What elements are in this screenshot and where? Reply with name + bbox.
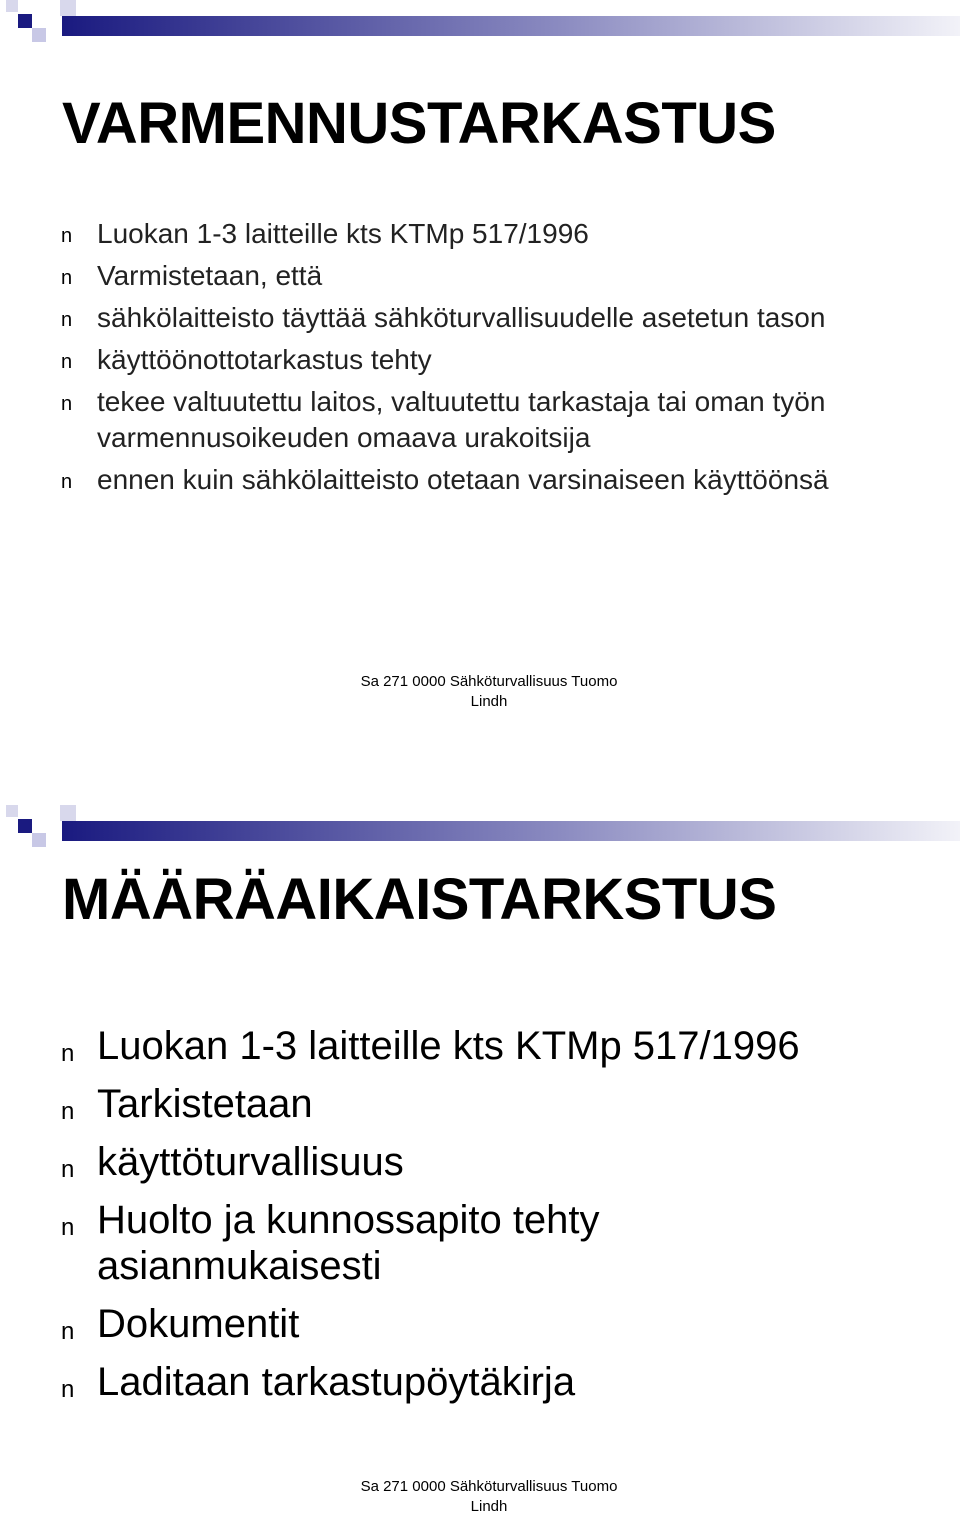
list-item [0,384,877,456]
bullet-icon: n [61,267,73,289]
bullet-icon: n [61,309,73,331]
list-item [0,462,877,498]
bullet-icon: n [61,393,73,415]
bullet-icon: n [61,225,73,247]
list-item [0,300,877,336]
page-title: MÄÄRÄAIKAISTARKSTUS [62,867,777,932]
list-item-text: käyttöturvallisuus [97,1140,404,1184]
list-item [0,1301,877,1347]
list-item-text: Luokan 1-3 laitteille kts KTMp 517/1996 [97,218,589,249]
footer-line: Lindh [470,1498,508,1515]
list-item-text: Laditaan tarkastupöytäkirja [97,1360,576,1404]
list-item [0,216,877,252]
list-item [0,258,877,294]
list-item [0,1197,877,1289]
bullet-list [0,1023,877,1417]
slide-footer [0,1477,960,1517]
slide-maaraaikaistarkastus [0,805,960,1515]
list-item [0,1023,877,1069]
list-item-text: tekee valtuutettu laitos, valtuutettu tarkastaja tai oman työn varmennusoikeuden omaava urakoitsija [97,386,826,453]
bullet-icon: n [61,1040,75,1067]
bullet-icon: n [61,471,73,493]
header-gradient-band-icon [0,805,960,865]
list-item-text: Varmistetaan, että [97,260,323,291]
footer-line: Sa 271 0000 Sähköturvallisuus Tuomo [360,673,618,690]
bullet-icon: n [61,1156,75,1183]
list-item-text: Tarkistetaan [97,1082,313,1126]
list-item-text: Huolto ja kunnossapito tehty asianmukaisesti [97,1198,600,1288]
bullet-icon: n [61,1098,75,1125]
page-title: VARMENNUSTARKASTUS [62,91,776,156]
list-item-text: Luokan 1-3 laitteille kts KTMp 517/1996 [97,1024,800,1068]
list-item-text: Dokumentit [97,1302,300,1346]
list-item [0,1081,877,1127]
list-item-text: sähkölaitteisto täyttää sähköturvallisuudelle asetetun tason [97,302,826,333]
footer-line: Lindh [470,693,508,710]
bullet-icon: n [61,351,73,373]
slide-varmennustarkastus [0,0,960,720]
list-item-text: käyttöönottotarkastus tehty [97,344,432,375]
list-item-text: ennen kuin sähkölaitteisto otetaan varsinaiseen käyttöönsä [97,464,829,495]
header-gradient-band-icon [0,0,960,60]
slide-footer [0,672,960,712]
bullet-icon: n [61,1214,75,1241]
footer-line: Sa 271 0000 Sähköturvallisuus Tuomo [360,1478,618,1495]
list-item [0,342,877,378]
list-item [0,1359,877,1405]
bullet-icon: n [61,1318,75,1345]
bullet-list [0,216,877,504]
list-item [0,1139,877,1185]
bullet-icon: n [61,1376,75,1403]
